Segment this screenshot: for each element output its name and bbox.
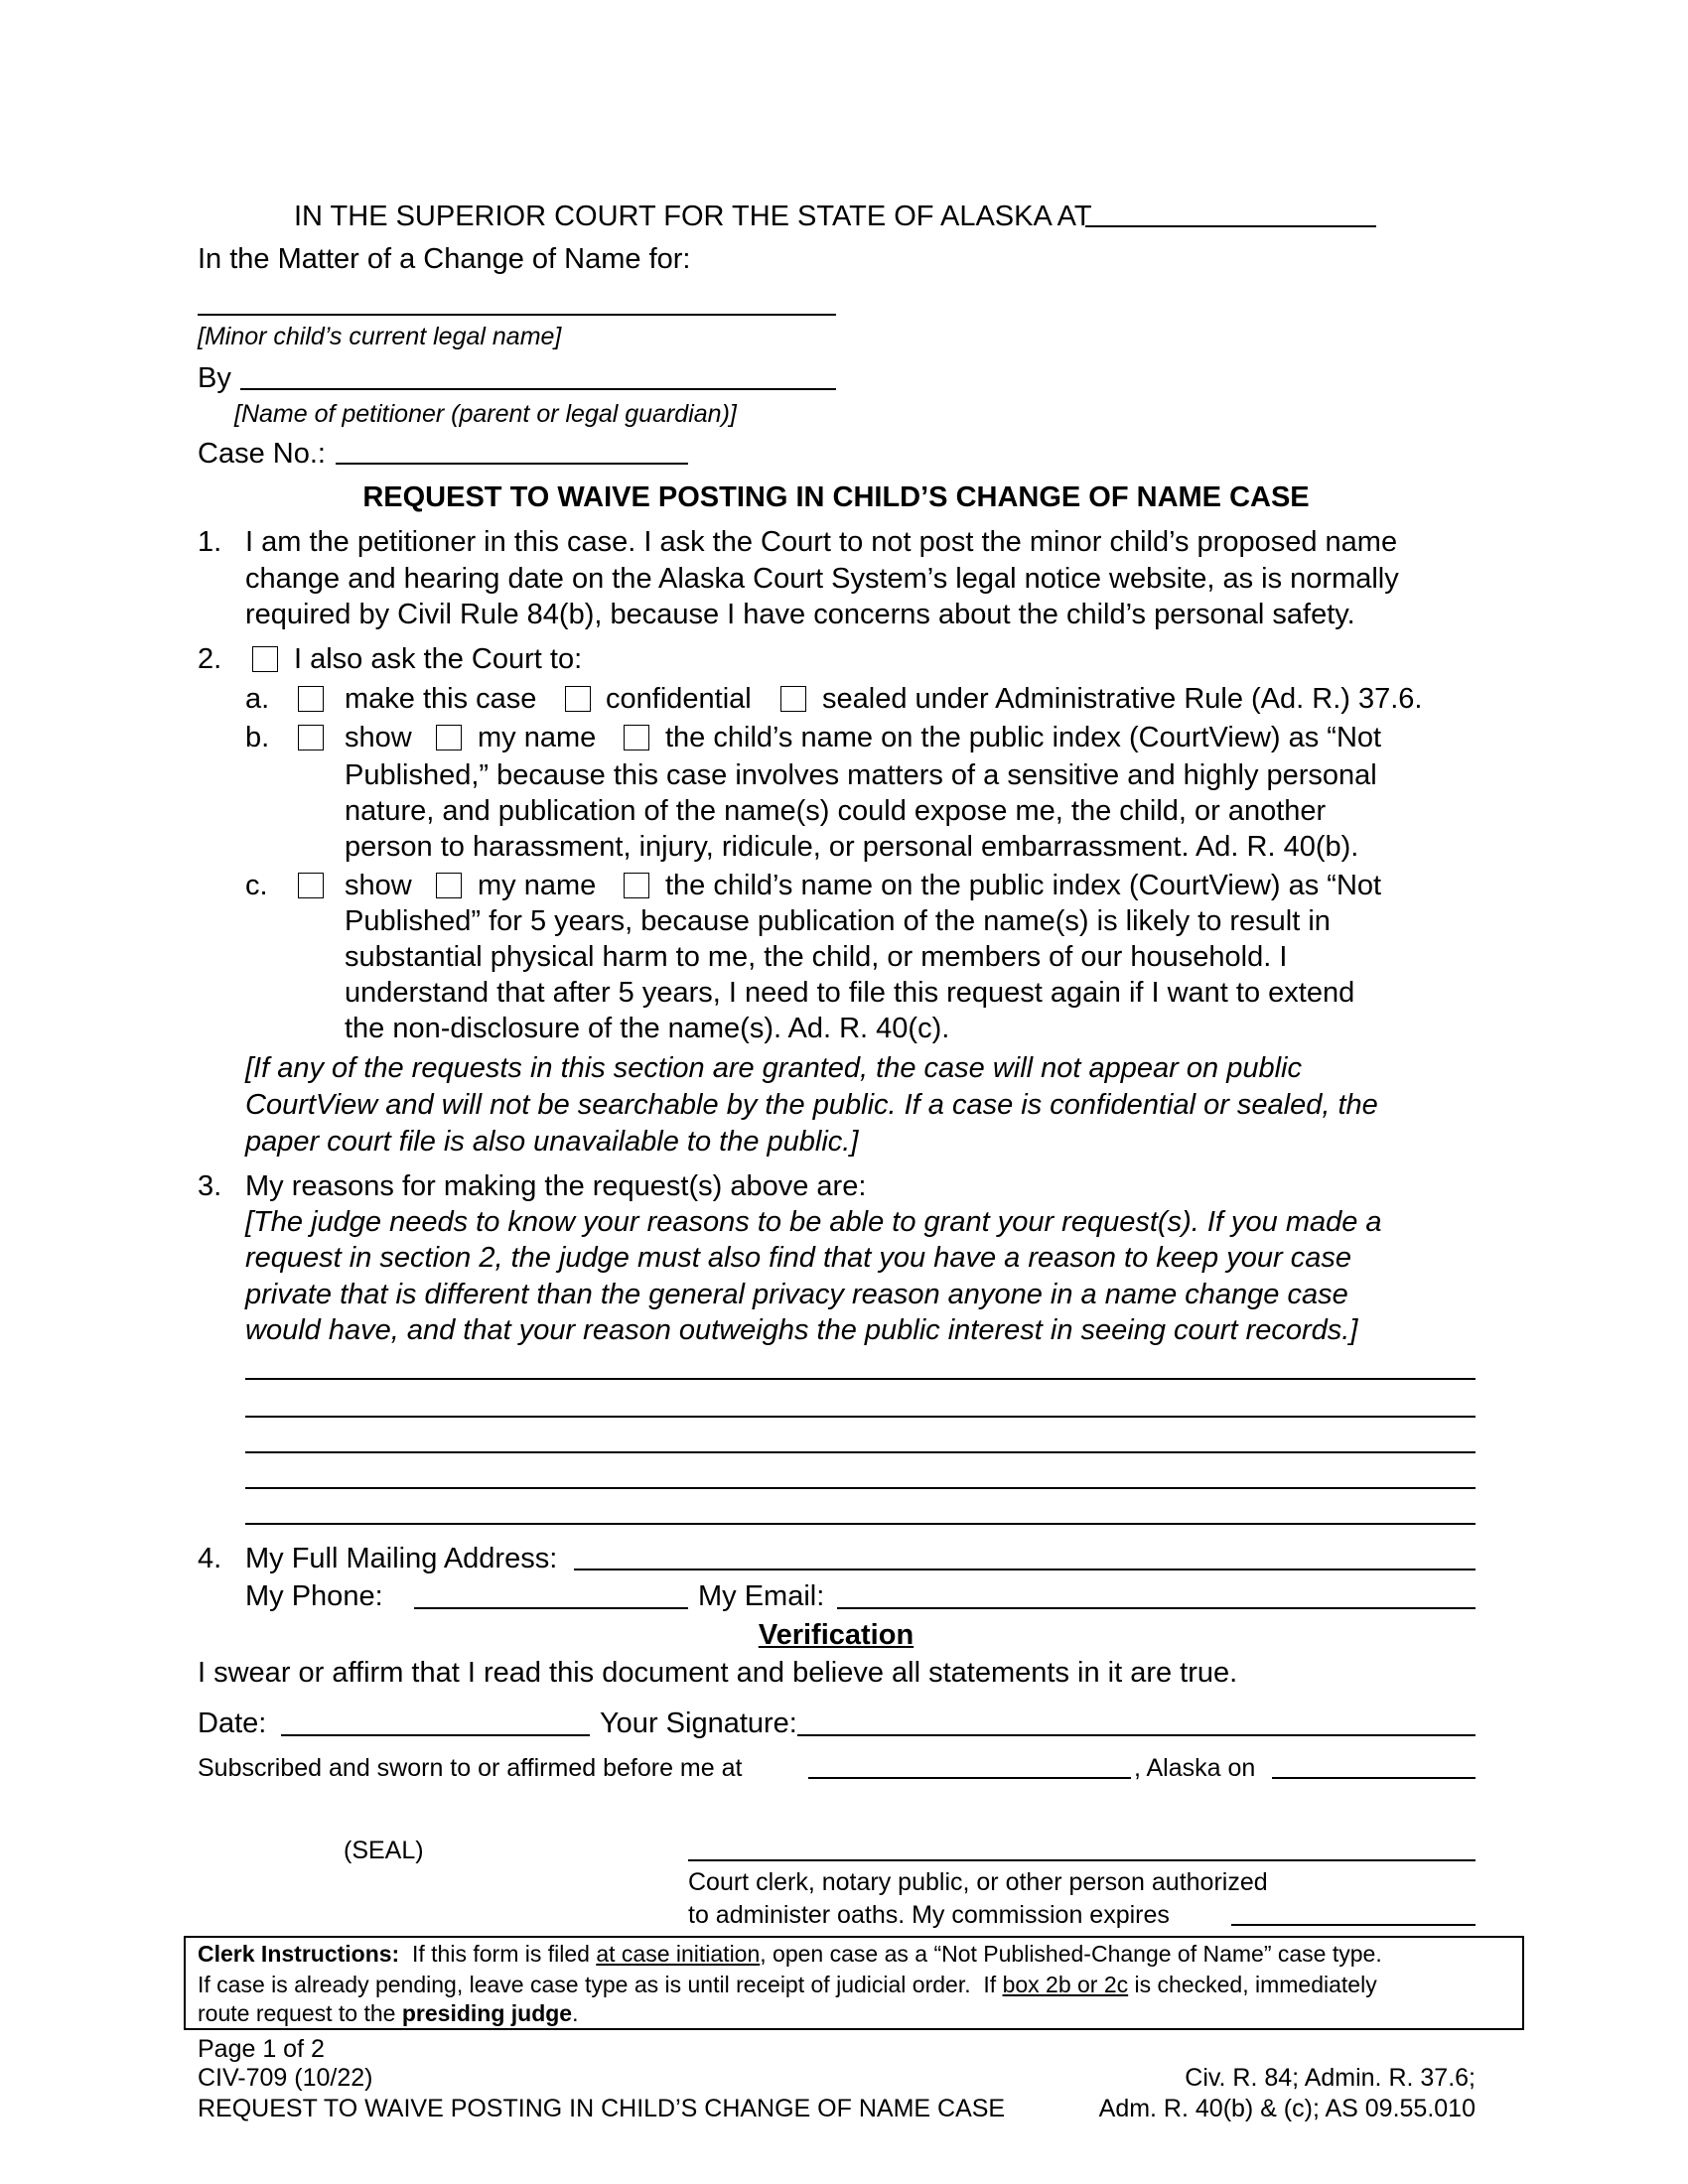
reasons-line[interactable] [245, 1523, 1476, 1525]
clerk-label: Clerk Instructions: [198, 1941, 400, 1967]
item2c-letter: c. [245, 870, 268, 901]
item2-intro: I also ask the Court to: [294, 643, 583, 675]
item2b-child-name-checkbox[interactable] [624, 725, 649, 751]
confidential-label: confidential [606, 683, 752, 715]
signature-field[interactable] [797, 1734, 1476, 1736]
item2b-my-name-checkbox[interactable] [436, 725, 462, 751]
item2a-make-label: make this case [345, 683, 537, 715]
item1-line: required by Civil Rule 84(b), because I have concerns about the child’s personal safety. [245, 599, 1355, 630]
item2c-text: understand that after 5 years, I need to file this request again if I want to extend [345, 977, 1355, 1009]
item2b-letter: b. [245, 722, 270, 753]
petitioner-caption: [Name of petitioner (parent or legal guardian)] [234, 400, 737, 428]
item2c-show-label: show [345, 870, 412, 901]
petitioner-name-field[interactable] [240, 388, 836, 390]
sealed-checkbox[interactable] [780, 686, 806, 712]
date-label: Date: [198, 1707, 267, 1739]
item1-line: change and hearing date on the Alaska Court System’s legal notice website, as is normally [245, 563, 1399, 595]
footer-form-title: REQUEST TO WAIVE POSTING IN CHILD’S CHANGE OF NAME CASE [198, 2095, 1006, 2122]
email-label: My Email: [698, 1580, 825, 1612]
item2a-letter: a. [245, 683, 270, 715]
clerk-text: is checked, immediately [1128, 1972, 1377, 1997]
seal-label: (SEAL) [344, 1837, 424, 1864]
minor-name-caption: [Minor child’s current legal name] [198, 323, 562, 350]
sealed-label: sealed under Administrative Rule (Ad. R.) 37.6. [822, 683, 1423, 715]
phone-field[interactable] [414, 1607, 688, 1609]
clerk-text: at case initiation [596, 1941, 761, 1967]
email-field[interactable] [837, 1607, 1476, 1609]
confidential-checkbox[interactable] [565, 686, 591, 712]
case-no-label: Case No.: [198, 438, 326, 470]
signature-label: Your Signature: [600, 1707, 797, 1739]
by-label: By [198, 362, 231, 394]
clerk-text: presiding judge [401, 2000, 573, 2026]
minor-name-field[interactable] [198, 314, 836, 316]
subscribed-text: Subscribed and sworn to or affirmed before me at [198, 1754, 743, 1782]
clerk-line-2 [198, 1971, 1377, 1998]
item3-instructions: would have, and that your reason outweighs the public interest in seeing court records.] [245, 1314, 1358, 1346]
clerk-text: , open case as a “Not Published-Change of Name” case type. [760, 1941, 1382, 1967]
clerk-line-3 [198, 1999, 578, 2027]
item1-line: I am the petitioner in this case. I ask the Court to not post the minor child’s proposed name [245, 526, 1398, 558]
item2b-text: person to harassment, injury, ridicule, or personal embarrassment. Ad. R. 40(b). [345, 831, 1359, 863]
item2a-make-checkbox[interactable] [298, 686, 324, 712]
clerk-text: If case is already pending, leave case type as is until receipt of judicial order. If [198, 1972, 1003, 1997]
item2c-my-name-checkbox[interactable] [436, 873, 462, 898]
item1-number: 1. [198, 526, 222, 558]
reasons-line[interactable] [245, 1487, 1476, 1489]
reasons-line[interactable] [245, 1416, 1476, 1418]
page-title: REQUEST TO WAIVE POSTING IN CHILD’S CHANGE OF NAME CASE [362, 481, 1310, 513]
official-caption: Court clerk, notary public, or other person authorized [688, 1868, 1268, 1896]
item2c-text: Published” for 5 years, because publication of the name(s) is likely to result in [345, 905, 1331, 937]
item2c-my-name-label: my name [478, 870, 597, 901]
case-no-field[interactable] [336, 463, 688, 465]
alaska-on-text: , Alaska on [1134, 1754, 1256, 1782]
item2-note: CourtView and will not be searchable by the public. If a case is confidential or sealed, the [245, 1089, 1378, 1121]
item2b-my-name-label: my name [478, 722, 597, 753]
item2b-text: nature, and publication of the name(s) could expose me, the child, or another [345, 795, 1327, 827]
clerk-text: route request to the [198, 2000, 402, 2026]
item4-number: 4. [198, 1543, 222, 1574]
phone-label: My Phone: [245, 1580, 383, 1612]
verification-heading: Verification [758, 1619, 914, 1651]
reasons-line[interactable] [245, 1378, 1476, 1380]
item2c-show-checkbox[interactable] [298, 873, 324, 898]
clerk-text: . [572, 2000, 579, 2026]
clerk-text: box 2b or 2c [1002, 1972, 1129, 1997]
clerk-text: If this form is filed [399, 1941, 597, 1967]
item2c-text: the non-disclosure of the name(s). Ad. R. 40(c). [345, 1013, 950, 1044]
item2b-text: Published,” because this case involves matters of a sensitive and highly personal [345, 759, 1377, 791]
item2b-show-label: show [345, 722, 412, 753]
footer-rules-2: Adm. R. 40(b) & (c); AS 09.55.010 [1098, 2095, 1476, 2122]
court-heading: IN THE SUPERIOR COURT FOR THE STATE OF ALASKA AT [294, 201, 1092, 232]
clerk-line-1 [198, 1940, 1382, 1968]
footer-page: Page 1 of 2 [198, 2035, 325, 2063]
item2b-show-checkbox[interactable] [298, 725, 324, 751]
item2-checkbox[interactable] [252, 646, 278, 672]
official-caption: to administer oaths. My commission expires [688, 1901, 1170, 1929]
footer-form-no: CIV-709 (10/22) [198, 2064, 373, 2092]
reasons-line[interactable] [245, 1451, 1476, 1453]
date-field[interactable] [281, 1734, 590, 1736]
sworn-date-field[interactable] [1272, 1777, 1476, 1779]
item3-number: 3. [198, 1170, 222, 1202]
item2-number: 2. [198, 643, 222, 675]
item2c-text: substantial physical harm to me, the child, or members of our household. I [345, 941, 1288, 973]
verification-statement: I swear or affirm that I read this document and believe all statements in it are true. [198, 1657, 1238, 1689]
address-label: My Full Mailing Address: [245, 1543, 558, 1574]
address-field[interactable] [574, 1569, 1476, 1570]
matter-label: In the Matter of a Change of Name for: [198, 243, 691, 275]
item2c-child-name-checkbox[interactable] [624, 873, 649, 898]
commission-expires-field[interactable] [1231, 1924, 1476, 1926]
item2-note: paper court file is also unavailable to the public.] [245, 1126, 859, 1158]
item3-label: My reasons for making the request(s) above are: [245, 1170, 867, 1202]
court-location-field[interactable] [1085, 225, 1376, 227]
item3-instructions: private that is different than the general privacy reason anyone in a name change case [245, 1279, 1348, 1310]
item2-note: [If any of the requests in this section are granted, the case will not appear on public [245, 1052, 1302, 1084]
official-signature-field[interactable] [688, 1859, 1476, 1861]
footer-rules-1: Civ. R. 84; Admin. R. 37.6; [1185, 2064, 1476, 2092]
item3-instructions: [The judge needs to know your reasons to be able to grant your request(s). If you made a [245, 1206, 1382, 1238]
location-field[interactable] [808, 1777, 1131, 1779]
item3-instructions: request in section 2, the judge must also find that you have a reason to keep your case [245, 1242, 1351, 1274]
item2c-child-name-label: the child’s name on the public index (CourtView) as “Not [665, 870, 1382, 901]
item2b-child-name-label: the child’s name on the public index (CourtView) as “Not [665, 722, 1382, 753]
